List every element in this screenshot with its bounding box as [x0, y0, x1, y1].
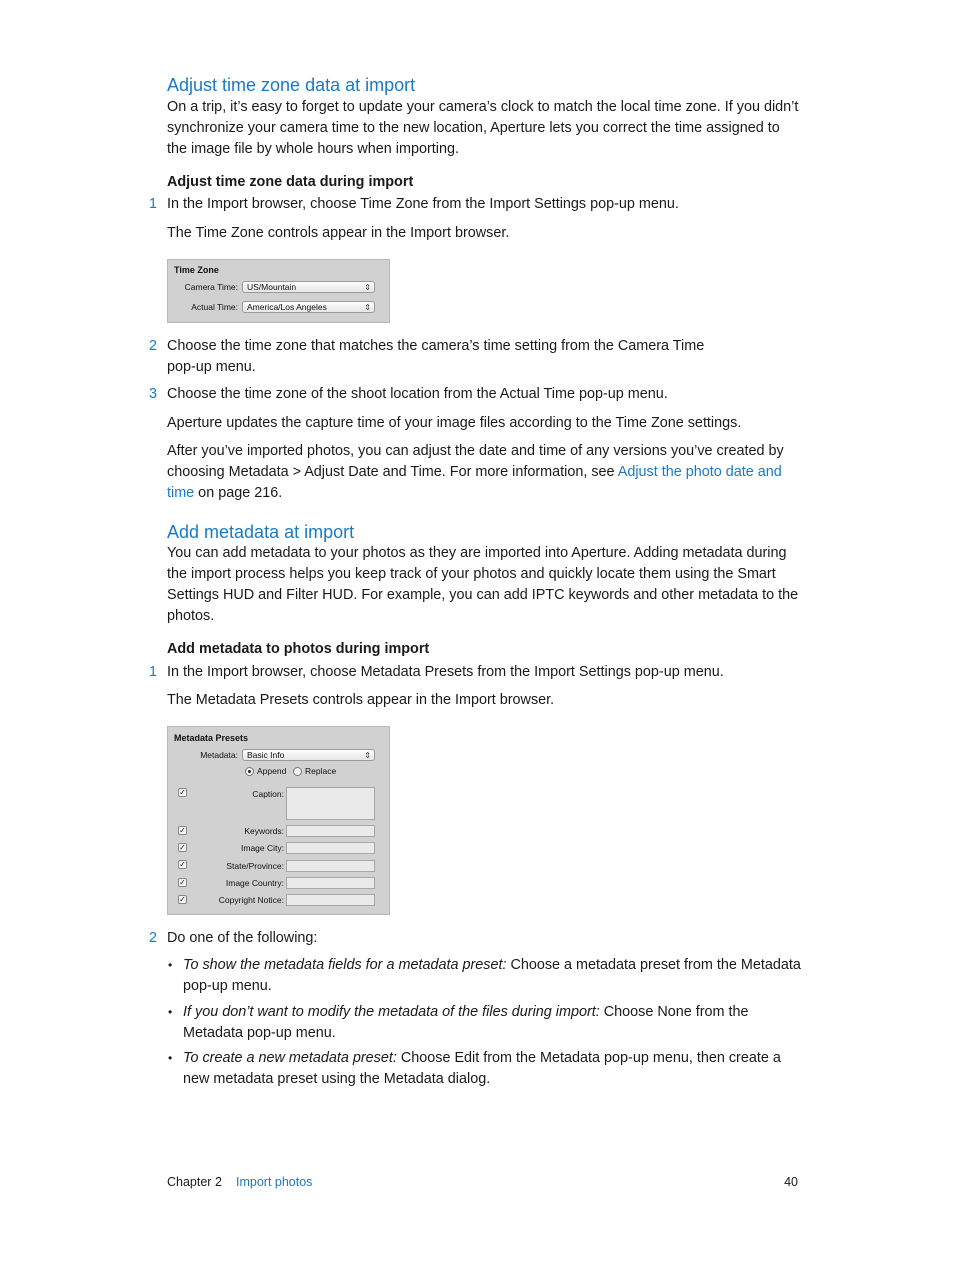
append-radio[interactable]	[245, 767, 254, 776]
step-text: Choose the time zone of the shoot location from the Actual Time pop-up menu.	[167, 386, 668, 402]
caption-label: Caption:	[252, 789, 284, 799]
task-title-metadata: Add metadata to photos during import	[167, 641, 430, 657]
metadata-presets-panel	[167, 726, 390, 915]
image-country-field[interactable]	[286, 877, 375, 889]
bullet-item	[183, 1048, 795, 1090]
paragraph-text: on page 216.	[194, 485, 283, 501]
replace-radio[interactable]	[293, 767, 302, 776]
bullet-lead: To show the metadata fields for a metadata preset:	[183, 957, 507, 973]
adjust-photo-date-link[interactable]: Adjust the photo date and time	[167, 464, 782, 501]
caption-field[interactable]	[286, 787, 375, 820]
section-heading-time-zone: Adjust time zone data at import	[167, 75, 416, 95]
panel-title: Metadata Presets	[174, 733, 249, 743]
popup-arrows-icon: ⇕	[364, 751, 371, 760]
step-text: In the Import browser, choose Time Zone from the Import Settings pop-up menu.	[167, 196, 679, 212]
metadata-popup[interactable]	[242, 749, 375, 761]
step-number: 1	[149, 196, 158, 212]
bullet-item	[183, 955, 801, 997]
bullet-marker: •	[168, 958, 173, 972]
bullet-lead: If you don’t want to modify the metadata of the files during import:	[183, 1004, 600, 1020]
task-title-time-zone: Adjust time zone data during import	[167, 174, 414, 190]
state-province-label: State/Province:	[226, 861, 284, 871]
keywords-label: Keywords:	[244, 826, 284, 836]
bullet-marker: •	[168, 1051, 173, 1065]
panel-title: Time Zone	[174, 265, 219, 275]
step-result: The Metadata Presets controls appear in the Import browser.	[167, 692, 555, 708]
bullet-text: Choose a metadata preset from the Metadata pop-up menu.	[183, 957, 801, 994]
bullet-item	[183, 1002, 783, 1044]
step-text: Do one of the following:	[167, 930, 318, 946]
append-label: Append	[257, 766, 287, 776]
state-province-checkbox[interactable]: ✓	[179, 860, 186, 869]
step-number: 2	[149, 930, 158, 946]
footer-chapter: Chapter 2	[167, 1175, 222, 1189]
popup-arrows-icon: ⇕	[364, 283, 371, 292]
step-number: 3	[149, 386, 158, 402]
keywords-field[interactable]	[286, 825, 375, 837]
paragraph-with-link	[167, 441, 799, 504]
copyright-notice-field[interactable]	[286, 894, 375, 906]
paragraph: Aperture updates the capture time of your image files according to the Time Zone settings.	[167, 415, 742, 431]
bullet-marker: •	[168, 1005, 173, 1019]
popup-arrows-icon: ⇕	[364, 303, 371, 312]
actual-time-popup[interactable]	[242, 301, 375, 313]
footer-chapter-link[interactable]: Import photos	[236, 1175, 313, 1189]
time-zone-panel	[167, 259, 390, 323]
bullet-text: Choose Edit from the Metadata pop-up menu, then create a new metadata preset using the Metadata dialog.	[183, 1050, 781, 1087]
caption-checkbox[interactable]: ✓	[179, 788, 186, 797]
camera-time-label: Camera Time:	[184, 282, 238, 292]
copyright-notice-label: Copyright Notice:	[218, 895, 284, 905]
image-country-label: Image Country:	[225, 878, 284, 888]
camera-time-value: US/Mountain	[247, 282, 297, 292]
step-text: In the Import browser, choose Metadata Presets from the Import Settings pop-up menu.	[167, 664, 724, 680]
step-text: Choose the time zone that matches the camera’s time setting from the Camera Time pop-up menu.	[167, 338, 705, 375]
state-province-field[interactable]	[286, 860, 375, 872]
section-intro-time-zone: On a trip, it’s easy to forget to update your camera’s clock to match the local time zone. If you didn’t synchronize your camera time to the new location, Aperture lets you correct the time assigned to the image file by whole hours when importing.	[167, 99, 799, 157]
bullet-text: Choose None from the Metadata pop-up menu.	[183, 1004, 749, 1041]
image-city-field[interactable]	[286, 842, 375, 854]
image-city-checkbox[interactable]: ✓	[179, 843, 186, 852]
actual-time-label: Actual Time:	[191, 302, 238, 312]
actual-time-value: America/Los Angeles	[247, 302, 327, 312]
camera-time-popup[interactable]	[242, 281, 375, 293]
copyright-notice-checkbox[interactable]: ✓	[179, 895, 186, 904]
step-number: 2	[149, 338, 158, 354]
page-number: 40	[784, 1175, 798, 1189]
replace-label: Replace	[305, 766, 337, 776]
image-country-checkbox[interactable]: ✓	[179, 878, 186, 887]
keywords-checkbox[interactable]: ✓	[179, 826, 186, 835]
metadata-value: Basic Info	[247, 750, 285, 760]
paragraph-text: After you’ve imported photos, you can adjust the date and time of any versions you’ve created by choosing Metadata > Adjust Date and Time. For more information, see	[167, 443, 784, 480]
step-number: 1	[149, 664, 158, 680]
image-city-label: Image City:	[241, 843, 284, 853]
section-heading-metadata: Add metadata at import	[167, 522, 355, 542]
metadata-label: Metadata:	[200, 750, 238, 760]
bullet-lead: To create a new metadata preset:	[183, 1050, 397, 1066]
step-result: The Time Zone controls appear in the Import browser.	[167, 225, 510, 241]
section-intro-metadata: You can add metadata to your photos as they are imported into Aperture. Adding metadata during the import process helps you keep track of your photos and quickly locate them using the Smart Settings HUD and Filter HUD. For example, you can add IPTC keywords and other metadata to the photos.	[167, 545, 799, 624]
